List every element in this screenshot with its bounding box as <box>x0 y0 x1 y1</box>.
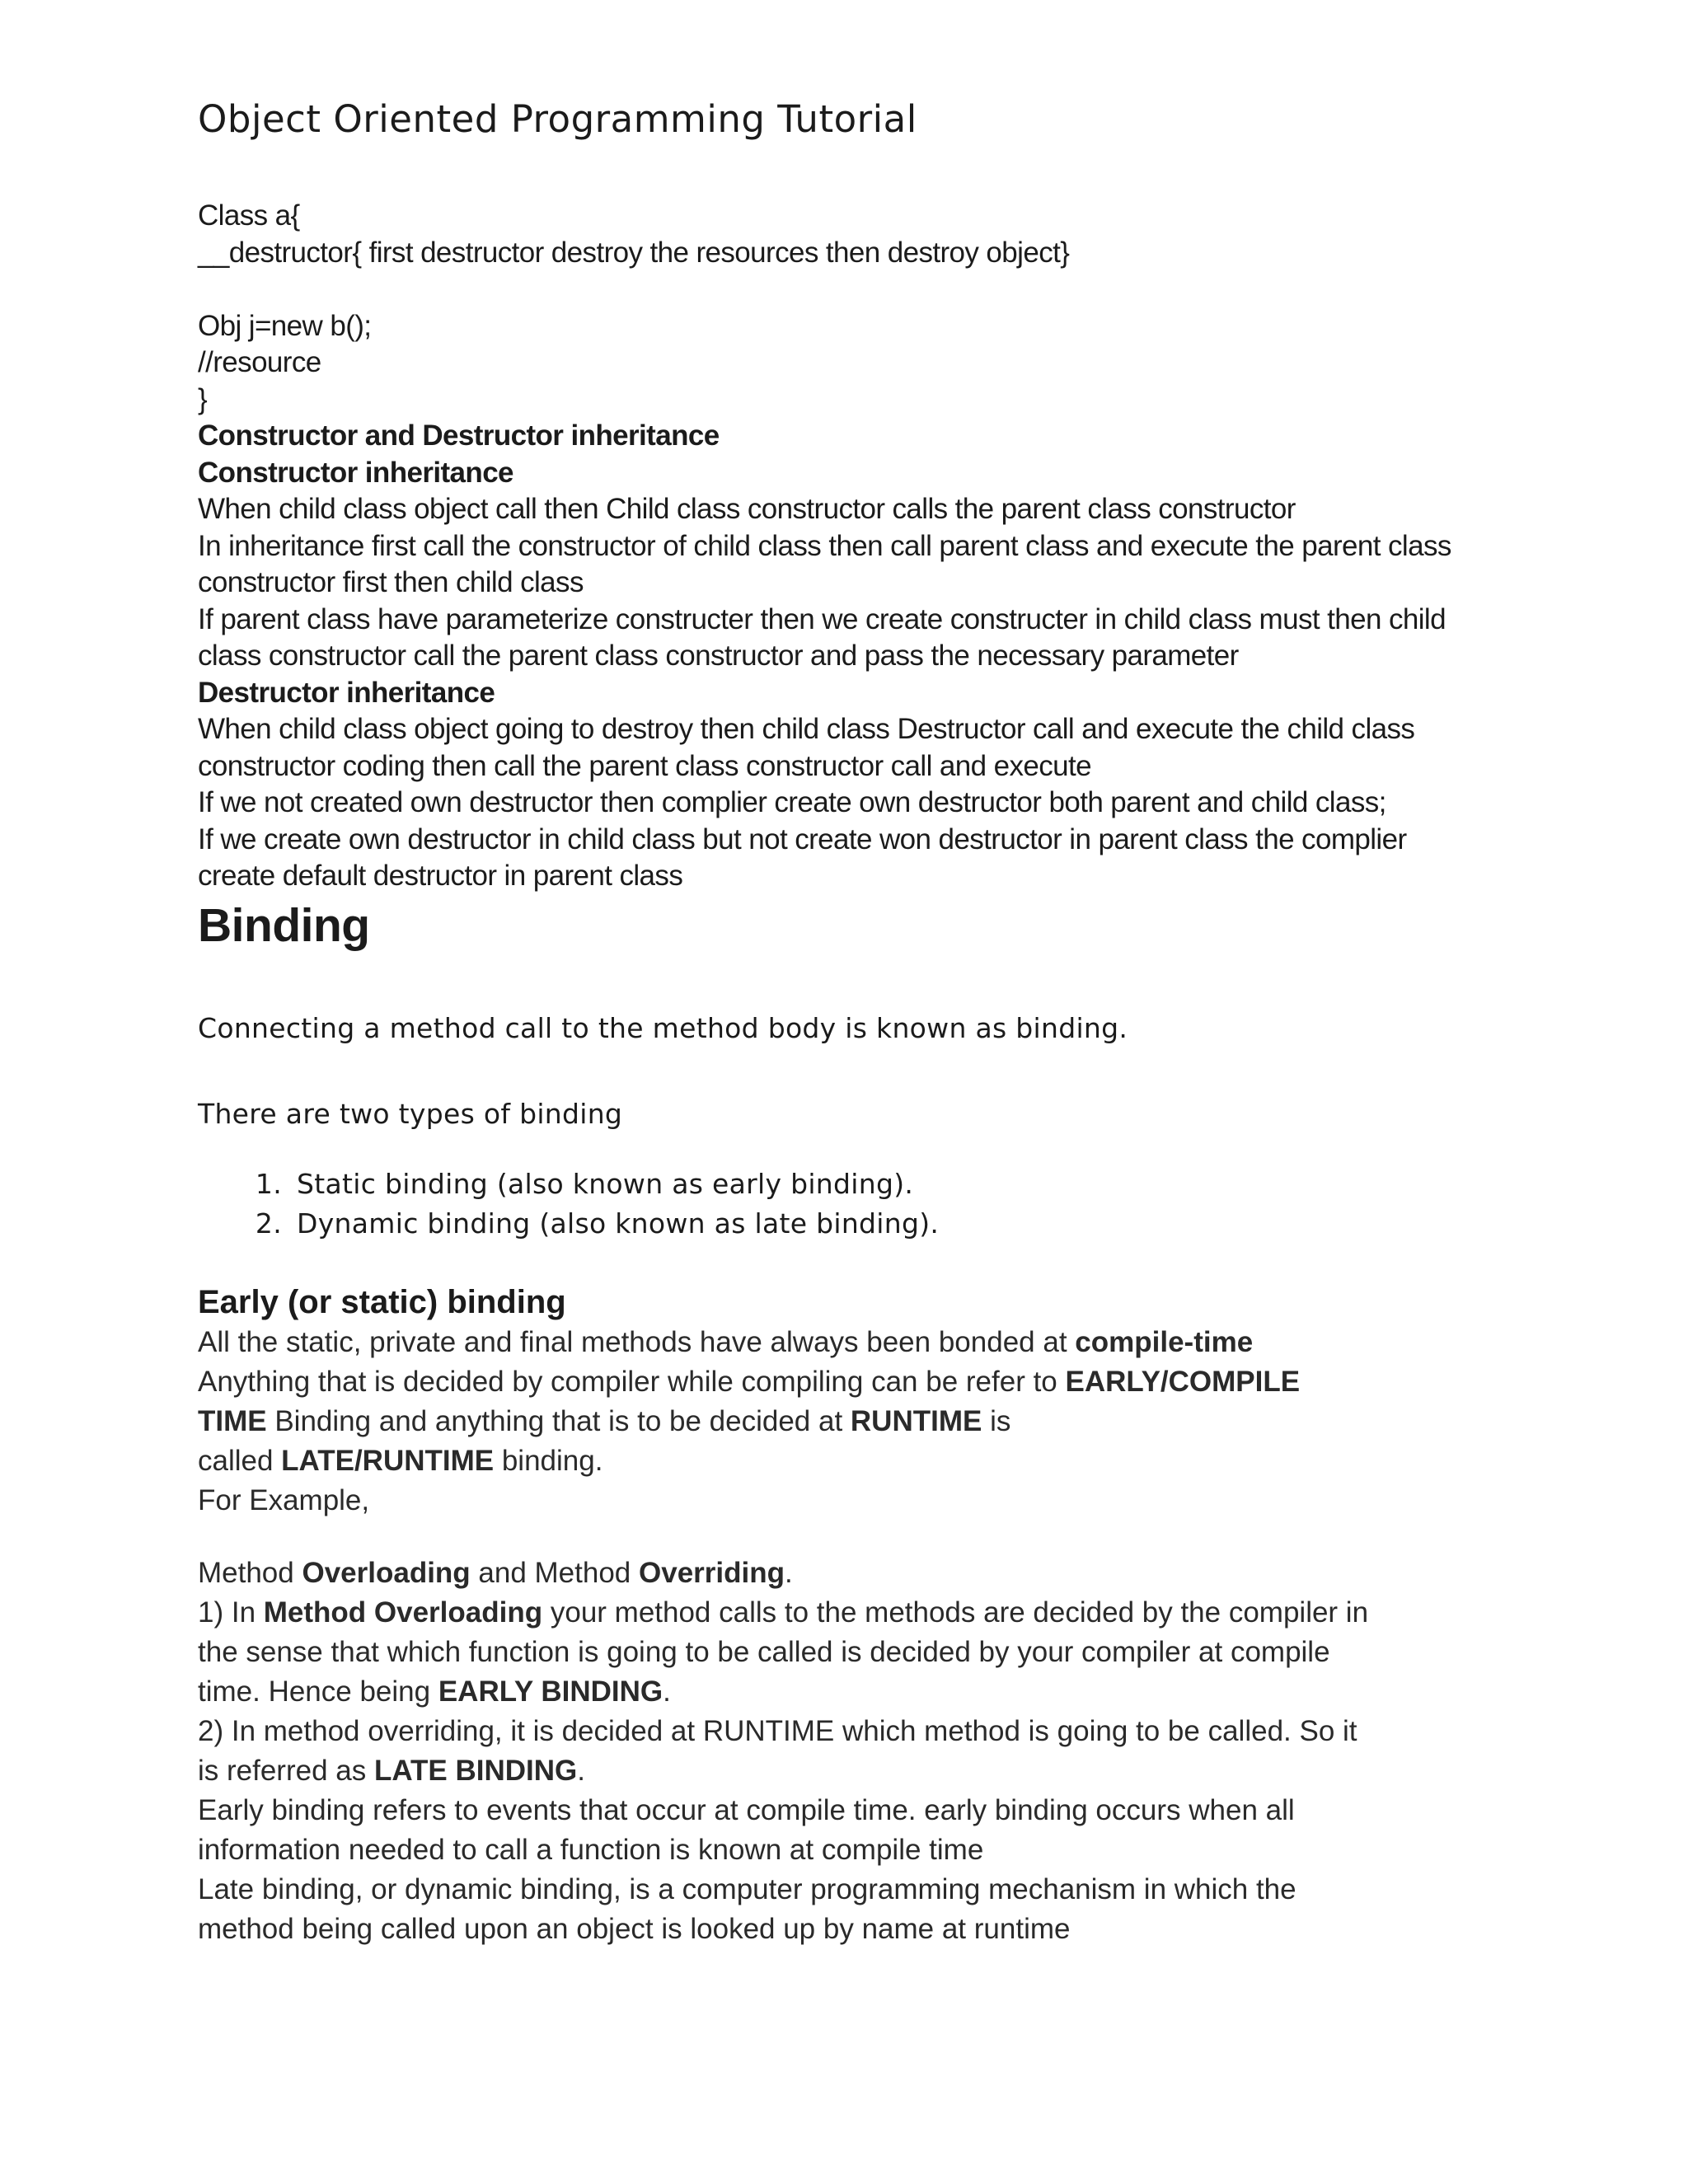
bold-run: RUNTIME <box>850 1405 982 1437</box>
bold-run: LATE/RUNTIME <box>281 1445 495 1477</box>
bold-run: EARLY BINDING <box>438 1675 663 1708</box>
destructor-inheritance-heading: Destructor inheritance <box>198 676 495 709</box>
text-run: Method <box>198 1557 302 1589</box>
inheritance-heading: Constructor and Destructor inheritance <box>198 419 720 452</box>
bold-run: compile-time <box>1075 1326 1254 1358</box>
list-item <box>198 1204 939 1244</box>
text-run: called <box>198 1445 282 1477</box>
paragraph-line: In inheritance first call the constructor of child class then call parent class and execute the parent class <box>198 529 1451 562</box>
paragraph-line: constructor first then child class <box>198 566 584 598</box>
paragraph-line: When child class object going to destroy then child class Destructor call and execute the child class <box>198 713 1415 745</box>
list-item <box>198 1165 939 1204</box>
code-and-inheritance-section <box>198 198 1500 895</box>
bold-run: Overloading <box>302 1557 471 1589</box>
list-number: 1. <box>255 1168 282 1200</box>
code-line: __destructor{ first destructor destroy the resources then destroy object} <box>198 236 1070 269</box>
bold-run: TIME <box>198 1405 267 1437</box>
text-run: binding. <box>494 1445 603 1477</box>
paragraph-line: constructor coding then call the parent class constructor call and execute <box>198 749 1091 782</box>
paragraph-line <box>198 1751 1500 1791</box>
blank-line <box>198 1521 1500 1554</box>
text-run: . <box>663 1675 671 1708</box>
paragraph-line: class constructor call the parent class constructor and pass the necessary parameter <box>198 640 1239 672</box>
binding-heading: Binding <box>198 899 370 952</box>
early-binding-heading: Early (or static) binding <box>198 1284 566 1320</box>
paragraph-line: When child class object call then Child class constructor calls the parent class constructor <box>198 493 1296 525</box>
text-run: 1) In <box>198 1596 264 1629</box>
paragraph-line: information needed to call a function is known at compile time <box>198 1834 984 1866</box>
paragraph-line <box>198 1323 1500 1362</box>
binding-definition: Connecting a method call to the method body is known as binding. <box>198 1012 1128 1044</box>
text-run: your method calls to the methods are decided by the compiler in <box>542 1596 1369 1629</box>
text-run: . <box>784 1557 793 1589</box>
paragraph-line: method being called upon an object is looked up by name at runtime <box>198 1913 1071 1945</box>
paragraph-line: create default destructor in parent class <box>198 860 683 892</box>
binding-types-list <box>198 1165 939 1244</box>
code-line: //resource <box>198 346 321 378</box>
text-run: Anything that is decided by compiler while compiling can be refer to <box>198 1366 1066 1398</box>
binding-types-intro: There are two types of binding <box>198 1098 623 1130</box>
early-binding-section <box>198 1323 1500 1949</box>
text-run: time. Hence being <box>198 1675 438 1708</box>
list-item-text: Dynamic binding (also known as late binding). <box>297 1207 940 1240</box>
paragraph-line: For Example, <box>198 1484 370 1516</box>
bold-run: LATE BINDING <box>373 1755 578 1787</box>
code-line: Obj j=new b(); <box>198 309 372 342</box>
paragraph-line <box>198 1362 1500 1402</box>
page-title: Object Oriented Programming Tutorial <box>198 97 917 141</box>
text-run: . <box>577 1755 585 1787</box>
paragraph-line: If we create own destructor in child class but not create won destructor in parent class the complier <box>198 823 1407 855</box>
text-run: is <box>982 1405 1011 1437</box>
paragraph-line <box>198 1593 1500 1633</box>
paragraph-line <box>198 1402 1500 1441</box>
paragraph-line <box>198 1441 1500 1481</box>
blank-line <box>198 271 1500 308</box>
text-run: and Method <box>470 1557 639 1589</box>
text-run: Binding and anything that is to be decided at <box>266 1405 851 1437</box>
bold-run: EARLY/COMPILE <box>1065 1366 1301 1398</box>
list-number: 2. <box>255 1207 282 1240</box>
paragraph-line: If we not created own destructor then complier create own destructor both parent and child class; <box>198 786 1386 818</box>
bold-run: Overriding <box>639 1557 785 1589</box>
paragraph-line <box>198 1554 1500 1593</box>
paragraph-line: Early binding refers to events that occur at compile time. early binding occurs when all <box>198 1794 1295 1826</box>
constructor-inheritance-heading: Constructor inheritance <box>198 456 513 489</box>
bold-run: Method Overloading <box>263 1596 543 1629</box>
paragraph-line <box>198 1672 1500 1712</box>
text-run: All the static, private and final methods have always been bonded at <box>198 1326 1076 1358</box>
paragraph-line: If parent class have parameterize constructer then we create constructer in child class must then child <box>198 602 1446 635</box>
text-run: is referred as <box>198 1755 374 1787</box>
paragraph-line: Late binding, or dynamic binding, is a computer programming mechanism in which the <box>198 1873 1296 1905</box>
list-item-text: Static binding (also known as early binding). <box>297 1168 914 1200</box>
code-line: Class a{ <box>198 199 300 232</box>
code-line: } <box>198 382 208 415</box>
paragraph-line: 2) In method overriding, it is decided at RUNTIME which method is going to be called. So it <box>198 1715 1357 1747</box>
paragraph-line: the sense that which function is going to be called is decided by your compiler at compile <box>198 1636 1330 1668</box>
